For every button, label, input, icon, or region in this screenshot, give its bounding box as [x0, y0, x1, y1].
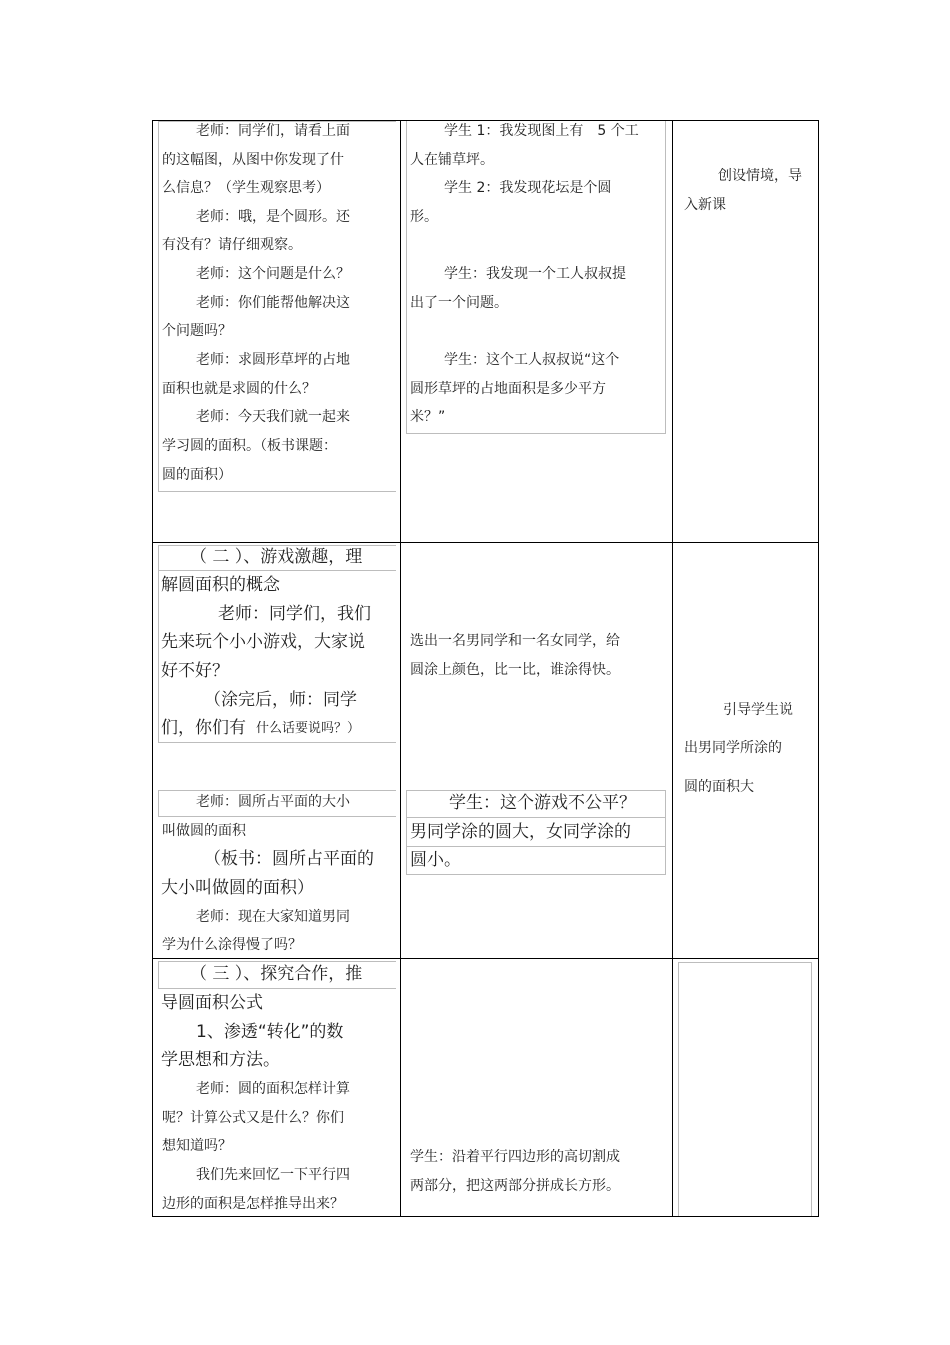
teacher-line: 叫做圆的面积	[162, 823, 246, 839]
teacher-line: 老师：今天我们就一起来	[196, 409, 350, 425]
teacher-line: 先来玩个小小游戏，大家说	[161, 632, 365, 652]
teacher-line: 老师：圆的面积怎样计算	[196, 1081, 350, 1097]
purpose-note: 创设情境，导	[718, 168, 802, 184]
purpose-note: 出男同学所涂的	[684, 740, 782, 756]
inner-rule	[158, 961, 159, 988]
teacher-line: 好不好？	[161, 661, 229, 681]
inner-rule	[406, 817, 666, 818]
inner-rule	[158, 570, 396, 571]
teacher-line: 我们先来回忆一下平行四	[196, 1167, 350, 1183]
teacher-line: 呢？计算公式又是什么？你们	[162, 1110, 344, 1126]
section-heading: （ 三 ）、探究合作，推	[190, 964, 363, 984]
column-divider-1	[400, 120, 401, 1217]
student-line: 男同学涂的圆大，女同学涂的	[410, 822, 631, 842]
inner-rule	[811, 962, 812, 1216]
teacher-line: 老师：圆所占平面的大小	[196, 794, 350, 810]
student-line: 形。	[410, 209, 438, 225]
student-line: 学生：沿着平行四边形的高切割成	[410, 1149, 620, 1165]
inner-rule	[406, 846, 666, 847]
student-line: 两部分，把这两部分拼成长方形。	[410, 1178, 620, 1194]
inner-rule	[406, 433, 666, 434]
teacher-line: 面积也就是求圆的什么？	[162, 381, 316, 397]
teacher-line: 大小叫做圆的面积）	[161, 878, 314, 898]
column-divider-2	[672, 120, 673, 1217]
teacher-line: 学为什么涂得慢了吗？	[162, 937, 302, 953]
teacher-line: 有没有？请仔细观察。	[162, 237, 302, 253]
inner-rule	[158, 816, 396, 817]
teacher-line: 么信息？（学生观察思考）	[162, 180, 330, 196]
teacher-line: 老师：同学们，我们	[218, 604, 371, 624]
purpose-note: 引导学生说	[723, 702, 793, 718]
inner-rule	[158, 121, 396, 122]
teacher-line: 老师：你们能帮他解决这	[196, 295, 350, 311]
inner-rule	[158, 545, 159, 743]
student-line: 米？”	[410, 409, 446, 425]
student-line: 圆形草坪的占地面积是多少平方	[410, 381, 606, 397]
teacher-line: 老师：这个问题是什么？	[196, 266, 350, 282]
teacher-line: （涂完后，师：同学	[204, 690, 357, 710]
inner-rule	[158, 742, 396, 743]
student-line: 学生 2：我发现花坛是个圆	[444, 180, 612, 196]
inner-rule	[158, 988, 396, 989]
inner-rule	[678, 962, 812, 963]
teacher-line: 想知道吗？	[162, 1138, 232, 1154]
inner-rule	[158, 545, 396, 546]
teacher-line: 们，你们有	[161, 718, 246, 738]
teacher-line: 1、渗透“转化”的数	[196, 1022, 344, 1042]
teacher-line: 圆的面积）	[162, 467, 232, 483]
student-line: 学生：这个工人叔叔说“这个	[444, 352, 620, 368]
student-line: 圆小。	[410, 850, 461, 870]
teacher-line: 的这幅图，从图中你发现了什	[162, 152, 344, 168]
teacher-line: 个问题吗？	[162, 323, 232, 339]
teacher-line: 什么话要说吗？）	[256, 721, 361, 736]
section-heading: 导圆面积公式	[161, 993, 263, 1013]
student-line: 学生 1：我发现图上有 5 个工	[444, 123, 639, 139]
student-line: 学生：这个游戏不公平？	[449, 793, 636, 813]
student-line: 人在铺草坪。	[410, 152, 494, 168]
purpose-note: 入新课	[684, 197, 726, 213]
teacher-line: 老师：求圆形草坪的占地	[196, 352, 350, 368]
teacher-line: 学习圆的面积。（板书课题：	[162, 438, 337, 454]
teacher-line: 老师：哦，是个圆形。还	[196, 209, 350, 225]
inner-rule	[158, 790, 159, 816]
teacher-line: 老师：现在大家知道男同	[196, 909, 350, 925]
student-line: 选出一名男同学和一名女同学，给	[410, 633, 620, 649]
row-divider-2	[152, 958, 819, 959]
inner-rule	[158, 121, 159, 491]
teacher-line: 边形的面积是怎样推导出来？	[162, 1196, 344, 1212]
inner-rule	[158, 961, 396, 962]
inner-rule	[665, 121, 666, 433]
inner-rule	[158, 790, 396, 791]
inner-rule	[665, 790, 666, 874]
student-line: 出了一个问题。	[410, 295, 508, 311]
teacher-line: 学思想和方法。	[161, 1050, 280, 1070]
student-line: 圆涂上颜色，比一比，谁涂得快。	[410, 662, 620, 678]
inner-rule	[406, 790, 407, 874]
teacher-line: 老师：同学们，请看上面	[196, 123, 350, 139]
purpose-note: 圆的面积大	[684, 779, 754, 795]
section-heading: （ 二 ）、游戏激趣，理	[190, 547, 363, 567]
student-line: 学生：我发现一个工人叔叔提	[444, 266, 626, 282]
teacher-line: （板书：圆所占平面的	[204, 849, 374, 869]
inner-rule	[406, 121, 407, 433]
row-divider-1	[152, 542, 819, 543]
inner-rule	[406, 874, 666, 875]
inner-rule	[158, 491, 396, 492]
inner-rule	[406, 790, 666, 791]
section-heading: 解圆面积的概念	[161, 575, 280, 595]
inner-rule	[678, 962, 679, 1216]
